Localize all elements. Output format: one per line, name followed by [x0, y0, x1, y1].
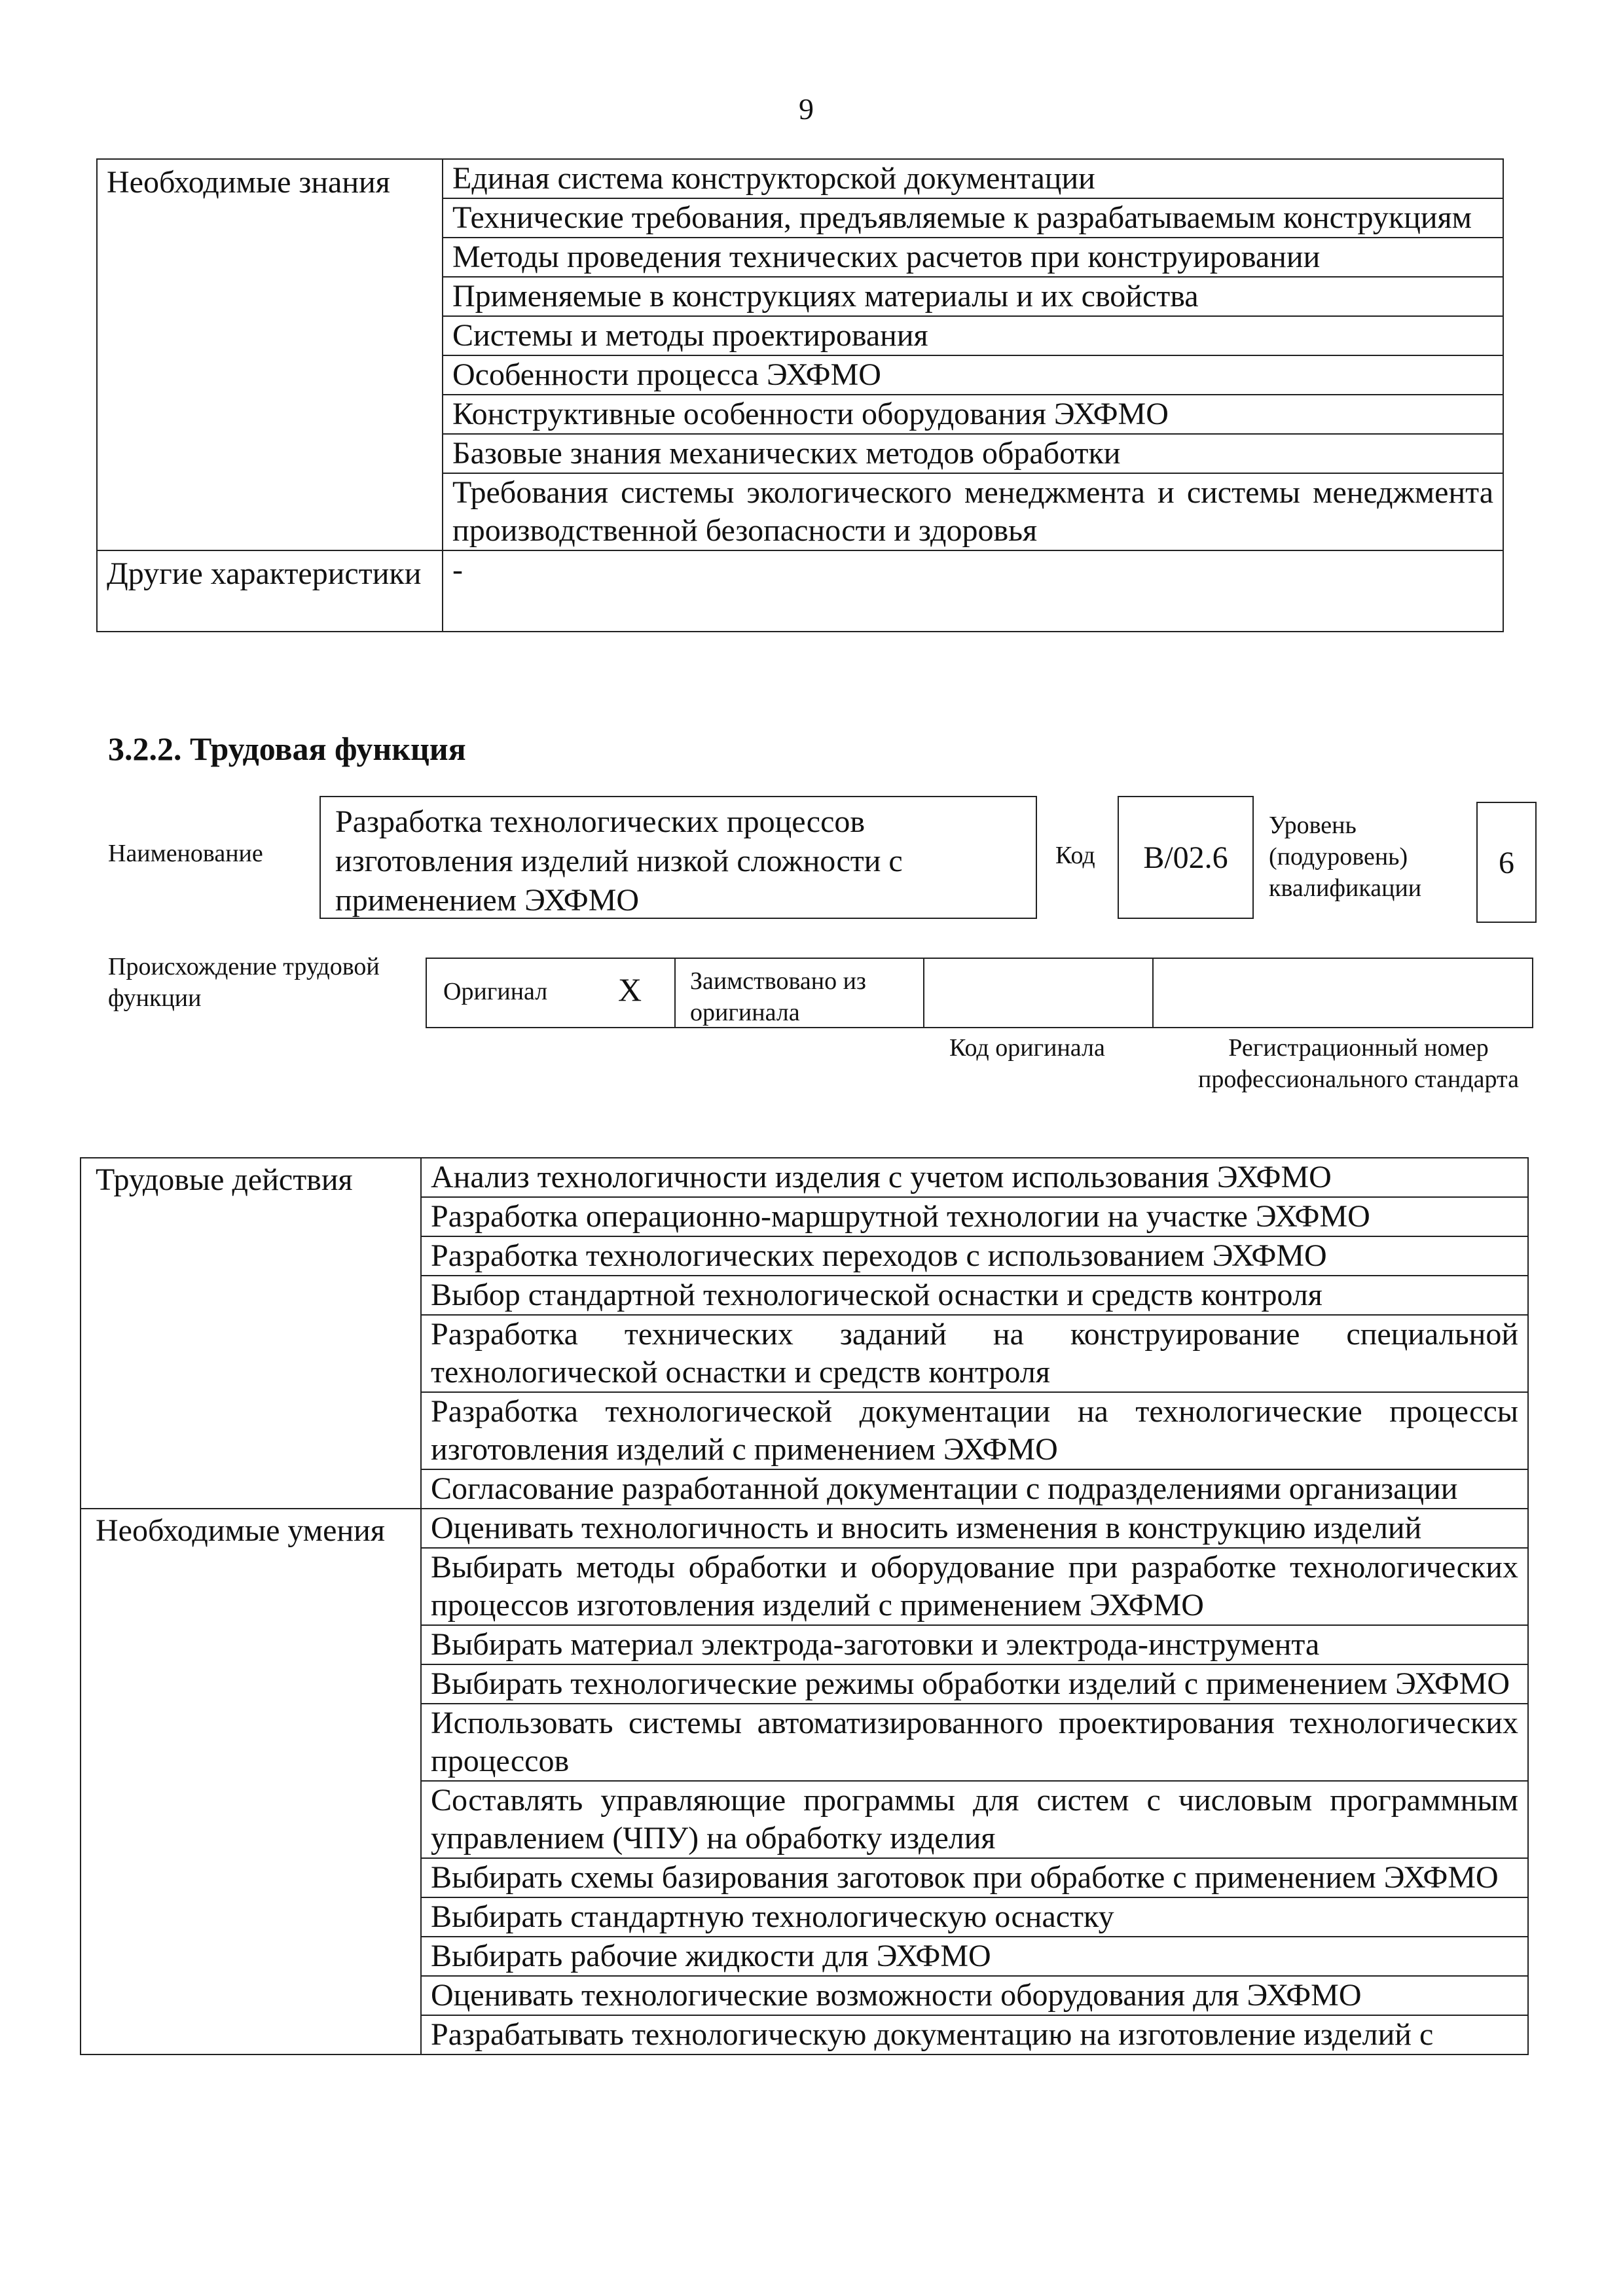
page-number: 9 [799, 92, 814, 126]
name-label: Наименование [108, 840, 263, 867]
knowledge-item: Особенности процесса ЭХФМО [443, 355, 1503, 395]
knowledge-table [96, 158, 1504, 632]
skill-item: Выбирать рабочие жидкости для ЭХФМО [421, 1937, 1528, 1976]
table-row [97, 159, 1503, 198]
origin-row [426, 958, 1533, 1028]
code-value: B/02.6 [1118, 796, 1254, 919]
skill-item: Выбирать методы обработки и оборудование при разработке технологических процессов изготовления изделий с применением ЭХФМО [421, 1548, 1528, 1625]
skill-item: Оценивать технологические возможности оборудования для ЭХФМО [421, 1976, 1528, 2015]
level-label: Уровень (подуровень) квалификации [1269, 812, 1422, 902]
reg-number-caption: Регистрационный номер профессионального стандарта [1198, 1034, 1519, 1093]
skill-item: Выбирать стандартную технологическую оснастку [421, 1897, 1528, 1937]
reg-number-cell [1152, 959, 1535, 1027]
actions-label: Трудовые действия [81, 1158, 421, 1509]
skill-item: Выбирать технологические режимы обработки изделий с применением ЭХФМО [421, 1664, 1528, 1704]
action-item: Согласование разработанной документации с подразделениями организации [421, 1469, 1528, 1509]
skill-item: Использовать системы автоматизированного проектирования технологических процессов [421, 1704, 1528, 1781]
other-characteristics-value: - [443, 550, 1503, 632]
original-label: Оригинал [443, 978, 548, 1005]
knowledge-item: Конструктивные особенности оборудования ЭХФМО [443, 395, 1503, 434]
skill-item: Составлять управляющие программы для систем с числовым программным управлением (ЧПУ) на обработку изделия [421, 1781, 1528, 1858]
action-item: Разработка технических заданий на конструирование специальной технологической оснастки и средств контроля [421, 1315, 1528, 1392]
code-label: Код [1055, 842, 1095, 869]
action-item: Анализ технологичности изделия с учетом использования ЭХФМО [421, 1158, 1528, 1197]
original-code-caption: Код оригинала [949, 1034, 1105, 1062]
knowledge-item: Системы и методы проектирования [443, 316, 1503, 355]
section-title: 3.2.2. Трудовая функция [108, 730, 466, 767]
knowledge-item: Технические требования, предъявляемые к разрабатываемым конструкциям [443, 198, 1503, 238]
original-code-cell [923, 959, 1152, 1027]
skills-label: Необходимые умения [81, 1509, 421, 2054]
table-row [81, 1158, 1528, 1197]
borrowed-label: Заимствовано из оригинала [674, 959, 923, 1027]
knowledge-label: Необходимые знания [97, 159, 443, 550]
table-row [97, 550, 1503, 632]
table-row [81, 1509, 1528, 1548]
knowledge-item: Единая система конструкторской документации [443, 159, 1503, 198]
action-item: Разработка операционно-маршрутной технологии на участке ЭХФМО [421, 1197, 1528, 1236]
knowledge-item: Требования системы экологического менеджмента и системы менеджмента производственной безопасности и здоровья [443, 473, 1503, 550]
knowledge-item: Методы проведения технических расчетов при конструировании [443, 238, 1503, 277]
knowledge-item: Базовые знания механических методов обработки [443, 434, 1503, 473]
level-value: 6 [1476, 802, 1537, 923]
original-mark: X [618, 971, 642, 1008]
action-item: Разработка технологических переходов с использованием ЭХФМО [421, 1236, 1528, 1276]
other-characteristics-label: Другие характеристики [97, 550, 443, 632]
skill-item: Выбирать материал электрода-заготовки и электрода-инструмента [421, 1625, 1528, 1664]
action-item: Выбор стандартной технологической оснастки и средств контроля [421, 1276, 1528, 1315]
skill-item: Выбирать схемы базирования заготовок при обработке с применением ЭХФМО [421, 1858, 1528, 1897]
skill-item: Разрабатывать технологическую документацию на изготовление изделий с [421, 2015, 1528, 2054]
actions-skills-table [80, 1157, 1529, 2055]
action-item: Разработка технологической документации на технологические процессы изготовления изделий с применением ЭХФМО [421, 1392, 1528, 1469]
name-value: Разработка технологических процессов изготовления изделий низкой сложности с применением ЭХФМО [319, 796, 1037, 919]
skill-item: Оценивать технологичность и вносить изменения в конструкцию изделий [421, 1509, 1528, 1548]
knowledge-item: Применяемые в конструкциях материалы и их свойства [443, 277, 1503, 316]
origin-label: Происхождение трудовой функции [108, 953, 380, 1012]
